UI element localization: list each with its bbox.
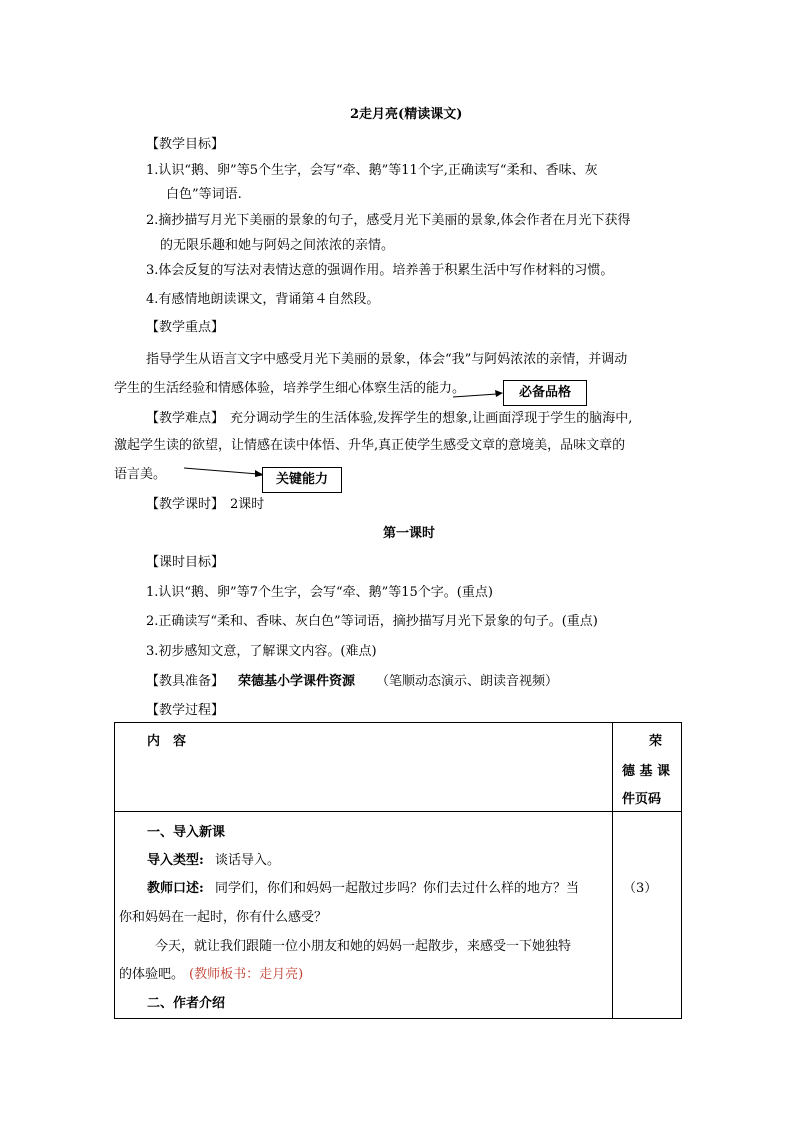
lesson1-goal-3: 3.初步感知文意，了解课文内容。(难点): [146, 644, 377, 659]
section-author: 二、作者介绍: [147, 996, 226, 1011]
key-points-line2: 学生的生活经验和情感体验，培养学生细心体察生活的能力。: [114, 381, 466, 396]
col1-header: 内 容: [147, 734, 187, 749]
lesson1-goal-2: 2.正确读写“柔和、香味、灰白色”等词语，摘抄描写月光下景象的句子。(重点): [146, 614, 598, 629]
callout-arrow-1: [453, 386, 503, 400]
table-body-page: [613, 812, 682, 1019]
lesson1-process-heading: 【教学过程】: [146, 703, 225, 718]
page-title: 2走月亮(精读课文): [350, 107, 463, 122]
lesson1-prep-heading: 【教具准备】: [146, 674, 225, 689]
objective-1-line1: 1.认识“鹅、卵”等5个生字，会写“牵、鹅”等11个字,正确读写“柔和、香味、灰: [146, 163, 598, 178]
periods-heading: 【教学课时】: [146, 497, 225, 512]
col2-header-line3: 件页码: [622, 792, 662, 807]
intro-type-label: 导入类型:: [147, 853, 204, 868]
objectives-heading: 【教学目标】: [146, 137, 225, 152]
teacher-speech-label: 教师口述:: [147, 881, 204, 896]
table-body-content: [115, 812, 613, 1019]
difficulties-line2: 激起学生读的欲望，让情感在读中体悟、升华,真正使学生感受文章的意境美，品味文章的: [114, 438, 626, 453]
page-ref: （3）: [623, 881, 658, 896]
teacher-speech-line1: 同学们，你们和妈妈一起散过步吗？你们去过什么样的地方？当: [215, 881, 580, 896]
section-intro: 一、导入新课: [147, 825, 226, 840]
lesson1-prep-note: （笔顺动态演示、朗读音视频）: [376, 674, 559, 689]
objective-3: 3.体会反复的写法对表情达意的强调作用。培养善于积累生活中写作材料的习惯。: [146, 263, 614, 278]
callout-arrow-2: [184, 465, 264, 479]
teacher-speech-line2: 你和妈妈在一起时，你有什么感受？: [119, 910, 328, 925]
key-points-line1: 指导学生从语言文字中感受月光下美丽的景象，体会“我”与阿妈浓浓的亲情，并调动: [146, 352, 628, 367]
table-header-content: [115, 723, 613, 812]
lesson1-goals-heading: 【课时目标】: [146, 555, 225, 570]
objective-2-line2: 的无限乐趣和她与阿妈之间浓浓的亲情。: [160, 238, 395, 253]
intro-type-value: 谈话导入。: [215, 853, 281, 868]
objective-2-line1: 2.摘抄描写月光下美丽的景象的句子，感受月光下美丽的景象,体会作者在月光下获得: [146, 213, 631, 228]
objective-4: 4.有感情地朗读课文，背诵第４自然段。: [146, 292, 380, 307]
process-table: [114, 722, 682, 1019]
lesson1-title: 第一课时: [383, 526, 436, 541]
objective-1-line2: 白色”等词语.: [166, 187, 242, 202]
col2-header-line2: 德 基 课: [622, 764, 671, 779]
difficulties-heading: 【教学难点】: [146, 411, 225, 426]
difficulties-line3: 语言美。: [114, 467, 167, 482]
board-note: (教师板书：走月亮): [189, 967, 304, 982]
col2-header-line1: 荣: [649, 734, 663, 749]
callout-key-ability: 关键能力: [262, 467, 342, 493]
difficulties-line1: 充分调动学生的生活体验,发挥学生的想象,让画面浮现于学生的脑海中,: [230, 411, 633, 426]
table-header-page: [613, 723, 682, 812]
key-points-heading: 【教学重点】: [146, 320, 225, 335]
periods-value: 2课时: [230, 497, 265, 512]
lesson1-prep-resource: 荣德基小学课件资源: [238, 674, 356, 689]
paragraph-line2: 的体验吧。: [119, 967, 185, 982]
callout-ability: 必备品格: [503, 380, 587, 406]
paragraph-line1: 今天，就让我们跟随一位小朋友和她的妈妈一起散步，来感受一下她独特: [155, 939, 572, 954]
lesson1-goal-1: 1.认识“鹅、卵”等7个生字，会写“牵、鹅”等15个字。(重点): [146, 585, 493, 600]
